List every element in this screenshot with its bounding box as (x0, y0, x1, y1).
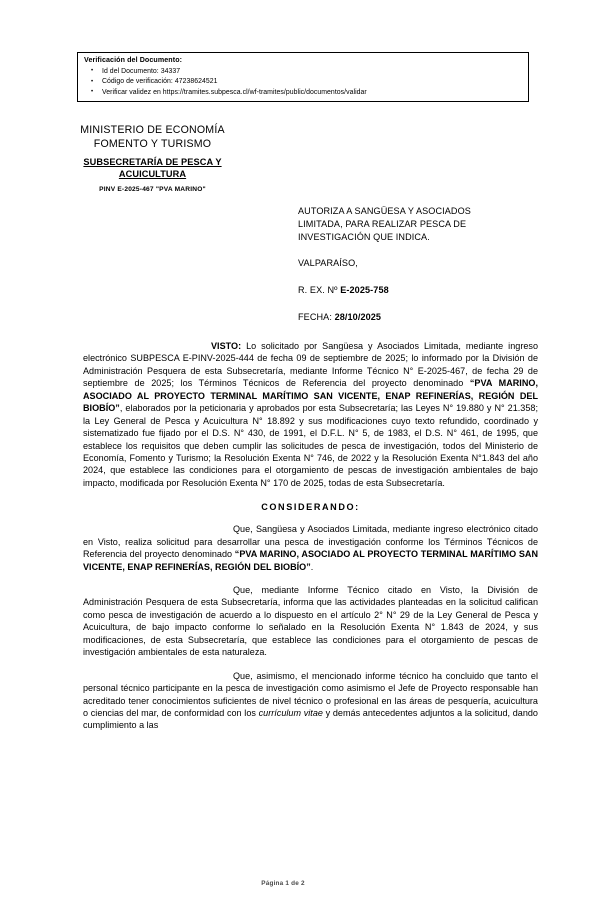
verification-title: Verificación del Documento: (84, 56, 183, 64)
visto-label: VISTO: (211, 341, 242, 351)
considerando-1-project-name: “PVA MARINO, ASOCIADO AL PROYECTO TERMINAL MARÍTIMO SAN VICENTE, ENAP REFINERÍAS, REGIÓN DEL BIOBÍO” (83, 549, 538, 572)
verification-box (77, 52, 529, 102)
paragraph-considerando-3 (83, 670, 538, 732)
city-name: VALPARAÍSO, (298, 257, 358, 268)
considerando-3-text-part2: y demás antecedentes adjuntos a la solicitud, dando cumplimiento a las (83, 707, 538, 731)
verification-item-url (91, 88, 524, 98)
verification-item-label: Verificar validez en https://tramites.subpesca.cl/wf-tramites/public/documentos/validar (102, 88, 367, 96)
subsecretaria-name-line1: SUBSECRETARÍA DE PESCA Y (83, 157, 222, 168)
considerando-3-text-part1: Que, asimismo, el mencionado informe técnico ha concluido que tanto el personal técnico participante en la pesca de investigación como asimismo el Jefe de Proyecto responsable han acreditado tener conocimientos suficientes de nivel técnico o profesional en las áreas de pesquería, acuicultura o ciencias del mar, de conformidad con los (83, 670, 538, 718)
considerando-1-text-part2: . (310, 561, 314, 572)
verification-list (84, 67, 524, 98)
title-block (298, 205, 536, 323)
bullet-icon: • (91, 68, 94, 75)
document-body (83, 340, 538, 732)
verification-item-code (91, 77, 524, 87)
paragraph-considerando-2 (83, 584, 538, 659)
subject-line-2: LIMITADA, PARA REALIZAR PESCA DE (298, 218, 467, 229)
bullet-icon: • (91, 78, 94, 85)
letterhead (30, 124, 275, 193)
verification-item-label: Código de verificación: 47238624521 (102, 78, 218, 86)
resolution-number: E-2025-758 (340, 284, 389, 295)
resolution-number-line (298, 284, 536, 297)
date-label: FECHA: (298, 311, 335, 322)
ministry-name-line2: FOMENTO Y TURISMO (93, 137, 212, 150)
visto-project-name: “PVA MARINO, ASOCIADO AL PROYECTO TERMINAL MARÍTIMO SAN VICENTE, ENAP REFINERÍAS, REGIÓN DEL BIOBÍO” (83, 378, 538, 414)
ministry-name-line1: MINISTERIO DE ECONOMÍA (80, 124, 225, 136)
visto-text-part1: Lo solicitado por Sangüesa y Asociados Limitada, mediante ingreso electrónico SUBPESCA E-PINV-2025-444 de fecha 09 de septiembre de 2025; lo informado por la División de Administración Pesquera de esta Subsecretaría, mediante Informe Técnico N° E-2025-467, de fecha 29 de septiembre de 2025; los Términos Técnicos de Referencia del proyecto denominado (83, 341, 538, 389)
subsecretaria-name-line2: ACUICULTURA (118, 169, 187, 180)
bullet-icon: • (91, 89, 94, 96)
subject-line-1: AUTORIZA A SANGÜESA Y ASOCIADOS (298, 206, 471, 216)
considerando-1-text-part1: Que, Sangüesa y Asociados Limitada, mediante ingreso electrónico citado en Visto, realiza solicitud para desarrollar una pesca de investigación conforme los Términos Técnicos de Referencia del proyecto denominado (83, 524, 538, 560)
visto-text-part2: , elaborados por la peticionaria y aprobados por esta Subsecretaría; las Leyes N° 19.880 y N° 21.358; la Ley General de Pesca y Acuicultura N° 18.892 y sus modificaciones cuyo texto refundido, coordinado y sistematizado fue fijado por el D.S. N° 430, de 1991, el D.F.L. N° 5, de 1983, el D.S. N° 461, de 1995, que establece los requisitos que deben cumplir las solicitudes de pesca de investigación, todos del Ministerio de Economía, Fomento y Turismo; la Resolución Exenta N° 746, de 2022 y la Resolución Exenta N°1.843 del año 2024, que establece las condiciones para el otorgamiento de pescas de investigación ambientales de bajo impacto, modificada por Resolución Exenta N° 170 de 2025, todas de esta Subsecretaría. (83, 403, 538, 488)
date-value: 28/10/2025 (334, 311, 382, 322)
considerando-2-text: Que, mediante Informe Técnico citado en Visto, la División de Administración Pesquera de esta Subsecretaría, informa que las actividades planteadas en la solicitud califican como pesca de investigación de acuerdo a lo dispuesto en el artículo 2° N° 29 de la Ley General de Pesca y Acuicultura, de bajo impacto conforme lo señalado en la Resolución Exenta N° 1.843 de 2024, y sus modificaciones, de esta Subsecretaría, que establece las condiciones para el otorgamiento de pescas de investigación ambientales de esta naturaleza. (83, 585, 538, 658)
paragraph-considerando-1 (83, 523, 538, 573)
paragraph-visto (83, 340, 538, 489)
page-footer: Página 1 de 2 (261, 880, 305, 887)
subject-line-3: INVESTIGACIÓN QUE INDICA. (298, 231, 430, 242)
pinv-code: PINV E-2025-467 "PVA MARINO" (99, 186, 206, 193)
verification-item-label: Id del Documento: 34337 (102, 67, 181, 75)
considerando-3-italic-term: currículum vitae (258, 707, 323, 718)
resolution-label: R. EX. Nº (298, 284, 341, 295)
considerando-heading: CONSIDERANDO: (261, 502, 360, 513)
date-line (298, 311, 536, 324)
verification-item-document-id (91, 67, 524, 77)
